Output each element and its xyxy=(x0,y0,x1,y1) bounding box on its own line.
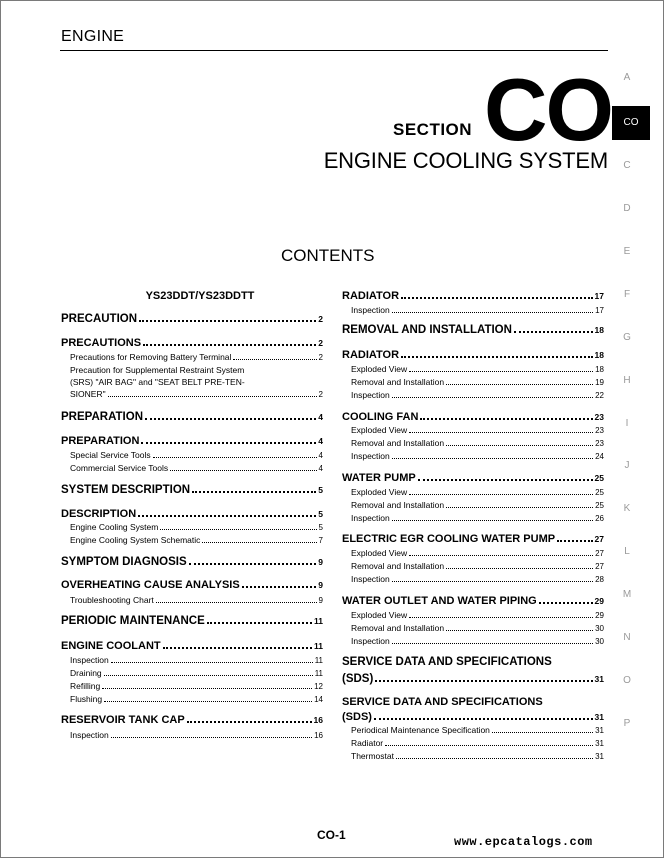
index-item-m[interactable]: M xyxy=(622,589,632,600)
index-item-e[interactable]: E xyxy=(623,246,631,257)
leader-dots xyxy=(409,431,593,433)
toc-label: Inspection xyxy=(351,390,390,400)
toc-page: 7 xyxy=(318,536,323,545)
toc-entry[interactable] xyxy=(342,472,604,484)
toc-sub-entry[interactable] xyxy=(342,377,604,387)
index-item-n[interactable]: N xyxy=(623,632,631,643)
toc-label: SIONER" xyxy=(70,389,106,399)
leader-dots xyxy=(207,621,312,624)
toc-page: 31 xyxy=(595,726,604,735)
toc-label: Periodical Maintenance Specification xyxy=(351,725,490,735)
toc-page: 30 xyxy=(595,637,604,646)
toc-label: REMOVAL AND INSTALLATION xyxy=(342,324,512,336)
toc-page: 23 xyxy=(594,412,604,422)
leader-dots xyxy=(446,383,593,385)
leader-dots xyxy=(539,601,593,604)
toc-page: 11 xyxy=(314,641,323,651)
toc-sub-entry[interactable] xyxy=(61,450,323,460)
toc-label: ENGINE COOLANT xyxy=(61,640,161,652)
toc-label: Troubleshooting Chart xyxy=(70,595,154,605)
toc-label: Engine Cooling System Schematic xyxy=(70,535,201,545)
leader-dots xyxy=(102,687,312,689)
toc-entry-line[interactable]: SERVICE DATA AND SPECIFICATIONS xyxy=(342,656,552,668)
toc-page: 30 xyxy=(595,624,604,633)
leader-dots xyxy=(385,744,593,746)
toc-entry[interactable] xyxy=(342,595,604,607)
toc-label: Removal and Installation xyxy=(351,377,445,387)
toc-page: 31 xyxy=(594,674,604,684)
leader-dots xyxy=(401,296,592,299)
toc-label: (SDS) xyxy=(342,673,374,685)
index-item-c[interactable]: C xyxy=(623,160,631,171)
toc-entry[interactable] xyxy=(61,411,323,423)
leader-dots xyxy=(420,417,592,420)
toc-page: 5 xyxy=(318,485,323,495)
toc-label: PRECAUTIONS xyxy=(61,337,142,349)
toc-page: 27 xyxy=(595,549,604,558)
toc-page: 31 xyxy=(594,712,604,722)
toc-label: Flushing xyxy=(70,694,103,704)
toc-sub-entry[interactable] xyxy=(61,389,323,399)
toc-label: Draining xyxy=(70,668,102,678)
toc-label: Removal and Installation xyxy=(351,500,445,510)
toc-page: 4 xyxy=(318,464,323,473)
toc-label: PREPARATION xyxy=(61,435,140,447)
toc-sub-entry[interactable] xyxy=(342,438,604,448)
leader-dots xyxy=(242,585,317,588)
leader-dots xyxy=(187,720,312,723)
engine-label: ENGINE xyxy=(61,28,125,45)
toc-sub-entry[interactable] xyxy=(342,738,604,748)
leader-dots xyxy=(141,441,316,444)
toc-page: 11 xyxy=(314,656,323,665)
leader-dots xyxy=(111,736,312,738)
toc-sub-entry[interactable] xyxy=(61,681,323,691)
toc-label: Inspection xyxy=(70,655,109,665)
leader-dots xyxy=(392,396,593,398)
toc-sub-entry[interactable] xyxy=(342,500,604,510)
toc-entry[interactable] xyxy=(61,484,323,496)
leader-dots xyxy=(514,330,593,333)
toc-label: Precautions for Removing Battery Terminal xyxy=(70,352,232,362)
toc-entry[interactable] xyxy=(342,349,604,361)
toc-page: 2 xyxy=(318,353,323,362)
toc-entry[interactable] xyxy=(61,714,323,726)
toc-sub-entry[interactable] xyxy=(342,390,604,400)
leader-dots xyxy=(108,395,317,397)
leader-dots xyxy=(409,493,593,495)
leader-dots xyxy=(145,417,316,420)
toc-page: 19 xyxy=(595,378,604,387)
index-item-g[interactable]: G xyxy=(623,332,631,343)
toc-label: Refilling xyxy=(70,681,101,691)
toc-entry[interactable] xyxy=(61,579,323,591)
toc-page: 23 xyxy=(595,439,604,448)
toc-entry[interactable] xyxy=(61,508,323,520)
toc-sub-entry[interactable] xyxy=(342,574,604,584)
toc-sub-entry[interactable] xyxy=(342,636,604,646)
toc-page: 23 xyxy=(595,426,604,435)
index-item-j[interactable]: J xyxy=(624,460,630,471)
toc-label: Radiator xyxy=(351,738,384,748)
leader-dots xyxy=(189,562,317,565)
page-number: CO-1 xyxy=(317,828,346,842)
toc-sub-entry[interactable] xyxy=(342,623,604,633)
toc-label: SYMPTOM DIAGNOSIS xyxy=(61,556,187,568)
toc-page: 4 xyxy=(318,436,323,446)
toc-entry[interactable] xyxy=(342,411,604,423)
leader-dots xyxy=(104,700,312,702)
toc-label: DESCRIPTION xyxy=(61,508,137,520)
toc-page: 2 xyxy=(318,390,323,399)
toc-label: Inspection xyxy=(351,513,390,523)
index-item-f[interactable]: F xyxy=(623,289,631,300)
toc-sub-entry[interactable] xyxy=(61,668,323,678)
leader-dots xyxy=(163,646,312,649)
leader-dots xyxy=(392,457,593,459)
toc-page: 16 xyxy=(314,731,323,740)
section-word: SECTION xyxy=(393,120,473,139)
toc-label: (SDS) xyxy=(342,711,372,723)
section-code: CO xyxy=(484,60,612,159)
leader-dots xyxy=(392,519,593,521)
toc-label: COOLING FAN xyxy=(342,411,419,423)
toc-page: 18 xyxy=(594,325,604,335)
toc-label: Special Service Tools xyxy=(70,450,151,460)
toc-label: WATER PUMP xyxy=(342,472,416,484)
toc-page: 25 xyxy=(595,488,604,497)
toc-page: 4 xyxy=(318,412,323,422)
toc-entry[interactable] xyxy=(61,337,323,349)
toc-page: 12 xyxy=(314,682,323,691)
leader-dots xyxy=(392,642,593,644)
toc-page: 29 xyxy=(594,596,604,606)
toc-label: Engine Cooling System xyxy=(70,522,159,532)
toc-label: OVERHEATING CAUSE ANALYSIS xyxy=(61,579,240,591)
toc-label: Commercial Service Tools xyxy=(70,463,169,473)
toc-page: 14 xyxy=(314,695,323,704)
toc-sub-entry-line[interactable]: Precaution for Supplemental Restraint System xyxy=(70,365,245,375)
leader-dots xyxy=(409,554,593,556)
toc-sub-entry[interactable] xyxy=(61,655,323,665)
toc-label: PREPARATION xyxy=(61,411,143,423)
index-item-o[interactable]: O xyxy=(623,675,631,686)
header-rule xyxy=(60,50,608,51)
toc-page: 26 xyxy=(595,514,604,523)
toc-label: Inspection xyxy=(351,636,390,646)
leader-dots xyxy=(492,731,593,733)
toc-sub-entry[interactable] xyxy=(61,463,323,473)
toc-entry[interactable] xyxy=(342,711,604,723)
toc-label: Exploded View xyxy=(351,487,408,497)
toc-page: 27 xyxy=(595,562,604,571)
toc-page: 24 xyxy=(595,452,604,461)
index-item-p[interactable]: P xyxy=(623,718,631,729)
toc-label: Inspection xyxy=(351,451,390,461)
toc-page: 5 xyxy=(318,509,323,519)
leader-dots xyxy=(139,319,316,322)
toc-page: 5 xyxy=(318,523,323,532)
toc-sub-entry[interactable] xyxy=(61,522,323,532)
toc-label: WATER OUTLET AND WATER PIPING xyxy=(342,595,537,607)
index-item-l[interactable]: L xyxy=(624,546,630,557)
toc-page: 9 xyxy=(318,580,323,590)
leader-dots xyxy=(374,717,593,720)
toc-sub-entry[interactable] xyxy=(342,364,604,374)
index-item-i[interactable]: I xyxy=(625,418,629,429)
toc-page: 2 xyxy=(318,338,323,348)
index-item-k[interactable]: K xyxy=(623,503,631,514)
chapter-title: ENGINE COOLING SYSTEM xyxy=(323,148,608,173)
leader-dots xyxy=(375,679,592,682)
leader-dots xyxy=(446,444,593,446)
toc-page: 4 xyxy=(318,451,323,460)
leader-dots xyxy=(409,370,593,372)
toc-page: 17 xyxy=(594,291,604,301)
index-item-co[interactable]: CO xyxy=(612,106,650,140)
toc-label: RESERVOIR TANK CAP xyxy=(61,714,185,726)
leader-dots xyxy=(392,580,593,582)
toc-label: RADIATOR xyxy=(342,290,400,302)
toc-page: 11 xyxy=(314,616,323,626)
toc-page: 17 xyxy=(595,306,604,315)
toc-page: 27 xyxy=(594,534,604,544)
toc-label: Thermostat xyxy=(351,751,394,761)
leader-dots xyxy=(418,478,593,481)
index-item-d[interactable]: D xyxy=(623,203,631,214)
toc-label: PERIODIC MAINTENANCE xyxy=(61,615,205,627)
toc-page: 25 xyxy=(594,473,604,483)
leader-dots xyxy=(446,506,593,508)
toc-page: 18 xyxy=(594,350,604,360)
leader-dots xyxy=(446,567,593,569)
toc-sub-entry[interactable] xyxy=(342,561,604,571)
toc-page: 31 xyxy=(595,739,604,748)
toc-sub-entry[interactable] xyxy=(342,610,604,620)
toc-label: Inspection xyxy=(351,305,390,315)
toc-page: 11 xyxy=(314,669,323,678)
toc-sub-entry[interactable] xyxy=(61,730,323,740)
leader-dots xyxy=(170,469,316,471)
leader-dots xyxy=(160,528,316,530)
toc-sub-entry-line[interactable]: (SRS) "AIR BAG" and "SEAT BELT PRE-TEN- xyxy=(70,377,245,387)
watermark: www.epcatalogs.com xyxy=(454,835,593,849)
toc-entry[interactable] xyxy=(61,556,323,568)
toc-sub-entry[interactable] xyxy=(61,595,323,605)
toc-page: 29 xyxy=(595,611,604,620)
toc-sub-entry[interactable] xyxy=(342,425,604,435)
toc-label: Exploded View xyxy=(351,364,408,374)
leader-dots xyxy=(392,311,593,313)
toc-page: 9 xyxy=(318,557,323,567)
leader-dots xyxy=(446,629,593,631)
toc-sub-entry[interactable] xyxy=(342,305,604,315)
toc-label: Removal and Installation xyxy=(351,438,445,448)
toc-sub-entry[interactable] xyxy=(342,487,604,497)
leader-dots xyxy=(143,343,316,346)
toc-sub-entry[interactable] xyxy=(342,725,604,735)
leader-dots xyxy=(396,757,593,759)
toc-page: 18 xyxy=(595,365,604,374)
toc-label: Removal and Installation xyxy=(351,561,445,571)
toc-sub-entry[interactable] xyxy=(61,352,323,362)
toc-entry[interactable] xyxy=(61,313,323,325)
leader-dots xyxy=(138,514,316,517)
toc-page: 16 xyxy=(313,715,323,725)
toc-page: 9 xyxy=(318,596,323,605)
toc-page: 25 xyxy=(595,501,604,510)
toc-sub-entry[interactable] xyxy=(342,451,604,461)
toc-label: RADIATOR xyxy=(342,349,400,361)
toc-label: SYSTEM DESCRIPTION xyxy=(61,484,191,496)
toc-entry[interactable] xyxy=(61,615,323,627)
toc-page: 2 xyxy=(318,314,323,324)
toc-label: Exploded View xyxy=(351,548,408,558)
toc-entry[interactable] xyxy=(61,640,323,652)
toc-label: Exploded View xyxy=(351,610,408,620)
leader-dots xyxy=(156,601,317,603)
toc-label: Inspection xyxy=(351,574,390,584)
toc-entry[interactable] xyxy=(342,290,604,302)
toc-label: Exploded View xyxy=(351,425,408,435)
toc-sub-entry[interactable] xyxy=(61,535,323,545)
contents-title: CONTENTS xyxy=(281,246,375,265)
leader-dots xyxy=(557,539,592,542)
leader-dots xyxy=(233,358,316,360)
toc-sub-entry[interactable] xyxy=(342,548,604,558)
toc-sub-entry[interactable] xyxy=(342,751,604,761)
leader-dots xyxy=(153,456,317,458)
leader-dots xyxy=(111,661,313,663)
toc-page: 28 xyxy=(595,575,604,584)
toc-sub-entry[interactable] xyxy=(61,694,323,704)
toc-page: 31 xyxy=(595,752,604,761)
toc-label: Removal and Installation xyxy=(351,623,445,633)
toc-entry[interactable] xyxy=(342,324,604,336)
toc-entry[interactable] xyxy=(61,435,323,447)
model-header: YS23DDT/YS23DDTT xyxy=(145,290,255,302)
toc-entry[interactable] xyxy=(342,533,604,545)
toc-sub-entry[interactable] xyxy=(342,513,604,523)
toc-label: PRECAUTION xyxy=(61,313,138,325)
toc-label: Inspection xyxy=(70,730,109,740)
toc-page: 22 xyxy=(595,391,604,400)
index-item-h[interactable]: H xyxy=(623,375,631,386)
toc-label: ELECTRIC EGR COOLING WATER PUMP xyxy=(342,533,556,545)
leader-dots xyxy=(192,490,316,493)
leader-dots xyxy=(104,674,313,676)
toc-entry-line[interactable]: SERVICE DATA AND SPECIFICATIONS xyxy=(342,696,543,708)
leader-dots xyxy=(202,541,316,543)
toc-entry[interactable] xyxy=(342,673,604,685)
leader-dots xyxy=(409,616,593,618)
index-item-a[interactable]: A xyxy=(623,72,631,83)
leader-dots xyxy=(401,355,592,358)
